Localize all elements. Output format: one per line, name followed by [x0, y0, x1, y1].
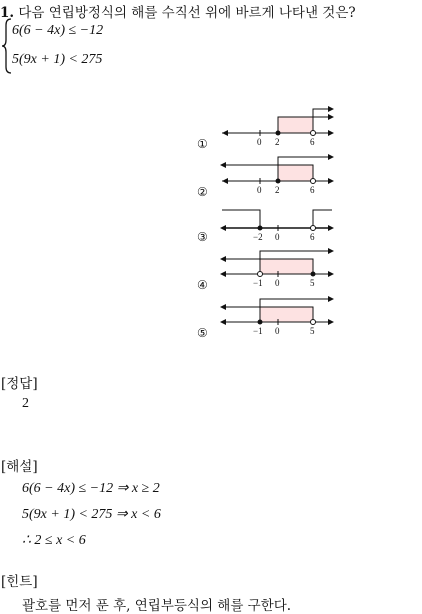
explanation-conclusion: ∴ 2 ≤ x < 6: [22, 533, 86, 548]
hint-text: 괄호를 먼저 푼 후, 연립부등식의 해를 구한다.: [22, 598, 292, 614]
left-arrowhead: [220, 319, 226, 325]
right-arrowhead: [328, 248, 334, 254]
closed-point: [311, 272, 316, 277]
solution-region: [260, 259, 313, 274]
choice-5-marker[interactable]: ⑤: [197, 326, 208, 340]
open-point: [311, 179, 316, 184]
closed-point: [276, 131, 281, 136]
open-point: [311, 320, 316, 325]
tick-label: 2: [275, 185, 280, 195]
closed-point: [258, 320, 263, 325]
left-arrowhead: [220, 304, 226, 310]
choice-3-number-line[interactable]: [218, 200, 338, 246]
left-arrowhead: [220, 271, 226, 277]
choice-3-marker[interactable]: ③: [197, 230, 208, 244]
choice-1-marker[interactable]: ①: [197, 137, 208, 151]
tick-label: 6: [310, 185, 315, 195]
open-point: [311, 131, 316, 136]
range-line-left: [222, 210, 260, 228]
question-text: 다음 연립방정식의 해를 수직선 위에 바르게 나타낸 것은?: [18, 5, 356, 21]
right-arrowhead: [328, 296, 334, 302]
right-arrowhead: [328, 154, 334, 160]
solution-region: [260, 307, 313, 322]
left-arrowhead: [222, 178, 228, 184]
tick-label: 0: [257, 185, 262, 195]
tick-label: 0: [275, 278, 280, 288]
closed-point: [258, 226, 263, 231]
tick-label: 6: [310, 137, 315, 147]
tick-label: −1: [253, 278, 263, 288]
closed-point: [276, 179, 281, 184]
right-arrowhead: [328, 225, 334, 231]
choice-2-number-line[interactable]: [218, 152, 338, 200]
left-arrowhead: [220, 256, 226, 262]
question-number: 1.: [0, 5, 15, 21]
choice-1-number-line[interactable]: [218, 104, 338, 152]
tick-label: 5: [310, 326, 315, 336]
tick-label: 5: [310, 278, 315, 288]
choice-5-number-line[interactable]: [218, 294, 338, 340]
choice-2-marker[interactable]: ②: [197, 185, 208, 199]
right-arrowhead: [328, 178, 334, 184]
left-arrowhead: [220, 225, 226, 231]
inequality-1: 6(6 − 4x) ≤ −12: [12, 23, 104, 38]
tick-label: 0: [275, 232, 280, 242]
explanation-line-1: 6(6 − 4x) ≤ −12 ⇒ x ≥ 2: [22, 481, 160, 496]
tick-label: 0: [275, 326, 280, 336]
inequality-2: 5(9x + 1) < 275: [12, 52, 103, 67]
solution-region: [278, 117, 313, 133]
right-arrowhead: [328, 271, 334, 277]
question-line: [0, 1, 356, 21]
tick-label: −2: [253, 232, 263, 242]
left-arrowhead: [220, 162, 226, 168]
range-line-top: [313, 109, 332, 133]
tick-label: 0: [257, 137, 262, 147]
choice-4-number-line[interactable]: [218, 246, 338, 292]
right-arrowhead: [328, 106, 334, 112]
hint-heading: [힌트]: [1, 574, 38, 590]
open-point: [258, 272, 263, 277]
range-line-right: [313, 210, 332, 228]
right-arrowhead: [328, 114, 334, 120]
solution-region: [278, 165, 313, 181]
left-arrowhead: [222, 130, 228, 136]
right-arrowhead: [328, 130, 334, 136]
answer-heading: [정답]: [1, 376, 38, 392]
explanation-heading: [해설]: [1, 459, 38, 475]
right-arrowhead: [328, 319, 334, 325]
tick-label: 2: [275, 137, 280, 147]
tick-label: 6: [310, 232, 315, 242]
tick-label: −1: [253, 326, 263, 336]
answer-value: 2: [22, 396, 29, 411]
explanation-line-2: 5(9x + 1) < 275 ⇒ x < 6: [22, 507, 161, 522]
choice-4-marker[interactable]: ④: [197, 278, 208, 292]
open-point: [311, 226, 316, 231]
